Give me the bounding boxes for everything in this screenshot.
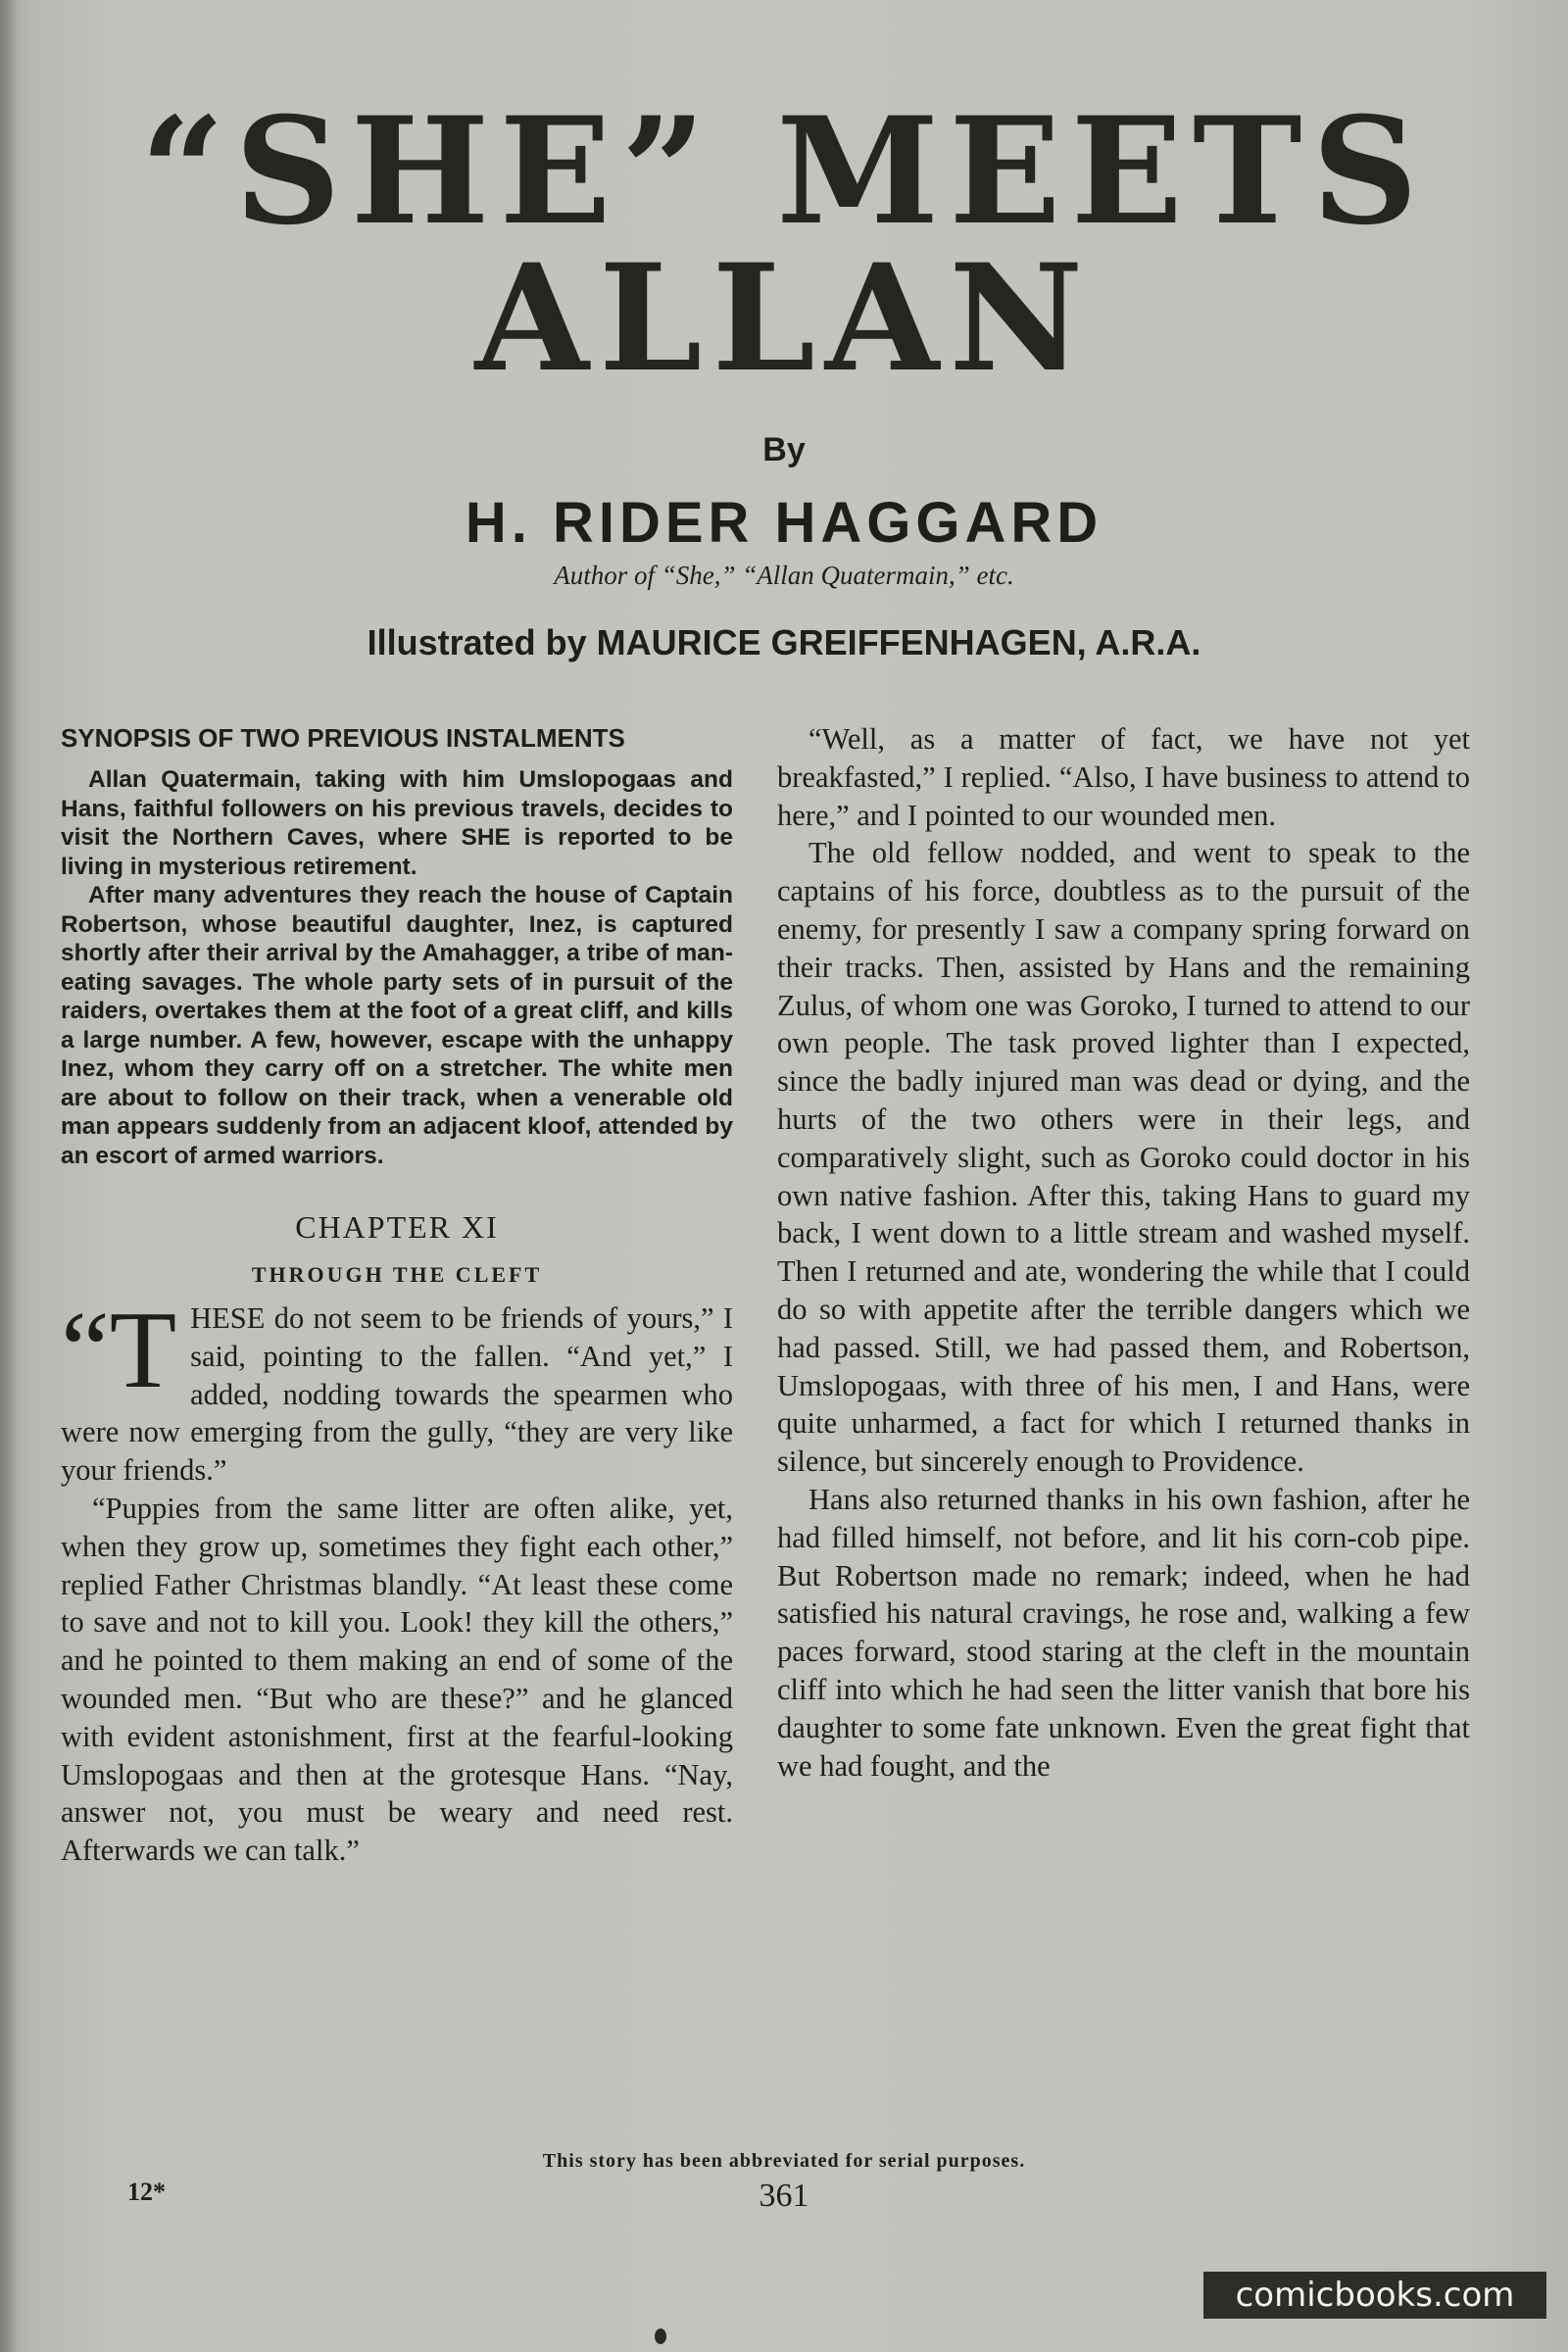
story-title-line-1: “SHE” MEETS	[140, 85, 1428, 258]
first-paragraph-text: HESE do not seem to be friends of yours,” I said, pointing to the fallen. “And yet,” I added, nodding towards the spearmen who were now emerging from the gully, “they are very like your friends.”	[61, 1301, 733, 1488]
serial-note: This story has been abbreviated for serial purposes.	[542, 2150, 1026, 2172]
left-column	[61, 720, 733, 2161]
drop-cap-letter: T	[109, 1290, 177, 1411]
story-paragraph	[61, 1290, 733, 1490]
illustrator-credit: Illustrated by MAURICE GREIFFENHAGEN, A.R.A.	[367, 622, 1201, 662]
chapter-subtitle: THROUGH THE CLEFT	[251, 1262, 543, 1287]
right-column	[777, 720, 1470, 2161]
page-number: 361	[759, 2178, 809, 2214]
chapter-title: CHAPTER XI	[295, 1209, 499, 1245]
synopsis-paragraph: Allan Quatermain, taking with him Umslopogaas and Hans, faithful followers on his previous travels, decides to visit the Northern Caves, where SHE is reported to be living in mysterious retirement.	[61, 766, 733, 880]
story-paragraph: The old fellow nodded, and went to speak to the captains of his force, doubtless as to the pursuit of the enemy, for presently I saw a company spring forward on their tracks. Then, assisted by Hans and the remaining Zulus, of whom one was Goroko, I turned to attend to our own people. The task proved lighter than I expected, since the badly injured man was dead or dying, and the hurts of the two others were in their legs, and comparatively slight, such as Goroko could doctor in his own native fashion. After this, taking Hans to guard my back, I went down to a little stream and washed myself. Then I returned and ate, wondering the while that I could do so with appetite after the terrible dangers which we had passed. Still, we had passed them, and Robertson, Umslopogaas, with three of his men, I and Hans, were quite unharmed, a fact for which I returned thanks in silence, but sincerely enough to Providence.	[777, 836, 1470, 1479]
author-credit: Author of “She,” “Allan Quatermain,” etc.	[554, 561, 1014, 590]
story-title	[59, 85, 1509, 405]
synopsis-box	[61, 722, 733, 1170]
drop-cap	[61, 1290, 177, 1411]
story-title-line-2: ALLAN	[474, 232, 1094, 405]
story-paragraph: Hans also returned thanks in his own fashion, after he had filled himself, not before, and lit his corn-cob pipe. But Robertson made no remark; indeed, when he had satisfied his natural cravings, he rose and, walking a few paces forward, stood staring at the cleft in the mountain cliff into which he had seen the litter vanish that bore his daughter to some fate unknown. Even the great fight that we had fought, and the	[777, 1482, 1470, 1783]
story-text-right	[777, 720, 1470, 1785]
spine-shadow	[0, 0, 18, 2352]
ink-speck	[655, 2328, 666, 2344]
watermark-link[interactable]: comicbooks.com	[1203, 2272, 1546, 2319]
story-paragraph: “Puppies from the same litter are often alike, yet, when they grow up, sometimes they fight each other,” replied Father Christmas blandly. “At least these come to save and not to kill you. Look! they kill the others,” and he pointed to them making an end of some of the wounded men. “But who are these?” and he glanced with evident astonishment, first at the fearful-looking Umslopogaas and then at the grotesque Hans. “Nay, answer not, you must be weary and need rest. Afterwards we can talk.”	[61, 1491, 733, 1868]
story-paragraph: “Well, as a matter of fact, we have not yet breakfasted,” I replied. “Also, I have business to attend to here,” and I pointed to our wounded men.	[777, 722, 1470, 832]
story-text-left	[61, 1290, 733, 1870]
author-name: H. RIDER HAGGARD	[465, 491, 1103, 555]
signature-mark: 12*	[127, 2178, 166, 2206]
synopsis-paragraph: After many adventures they reach the house of Captain Robertson, whose beautiful daughter, Inez, is captured shortly after their arrival by the Amahagger, a tribe of man-eating savages. The whole party sets of in pursuit of the raiders, overtakes them at the foot of a great cliff, and kills a large number. A few, however, escape with the unhappy Inez, whom they carry off on a stretcher. The white men are about to follow on their track, when a venerable old man appears suddenly from an adjacent kloof, attended by an escort of armed warriors.	[61, 882, 733, 1169]
synopsis-heading: SYNOPSIS OF TWO PREVIOUS INSTALMENTS	[61, 723, 625, 753]
byline-label: By	[762, 431, 806, 468]
drop-cap-quote: “	[61, 1290, 110, 1411]
